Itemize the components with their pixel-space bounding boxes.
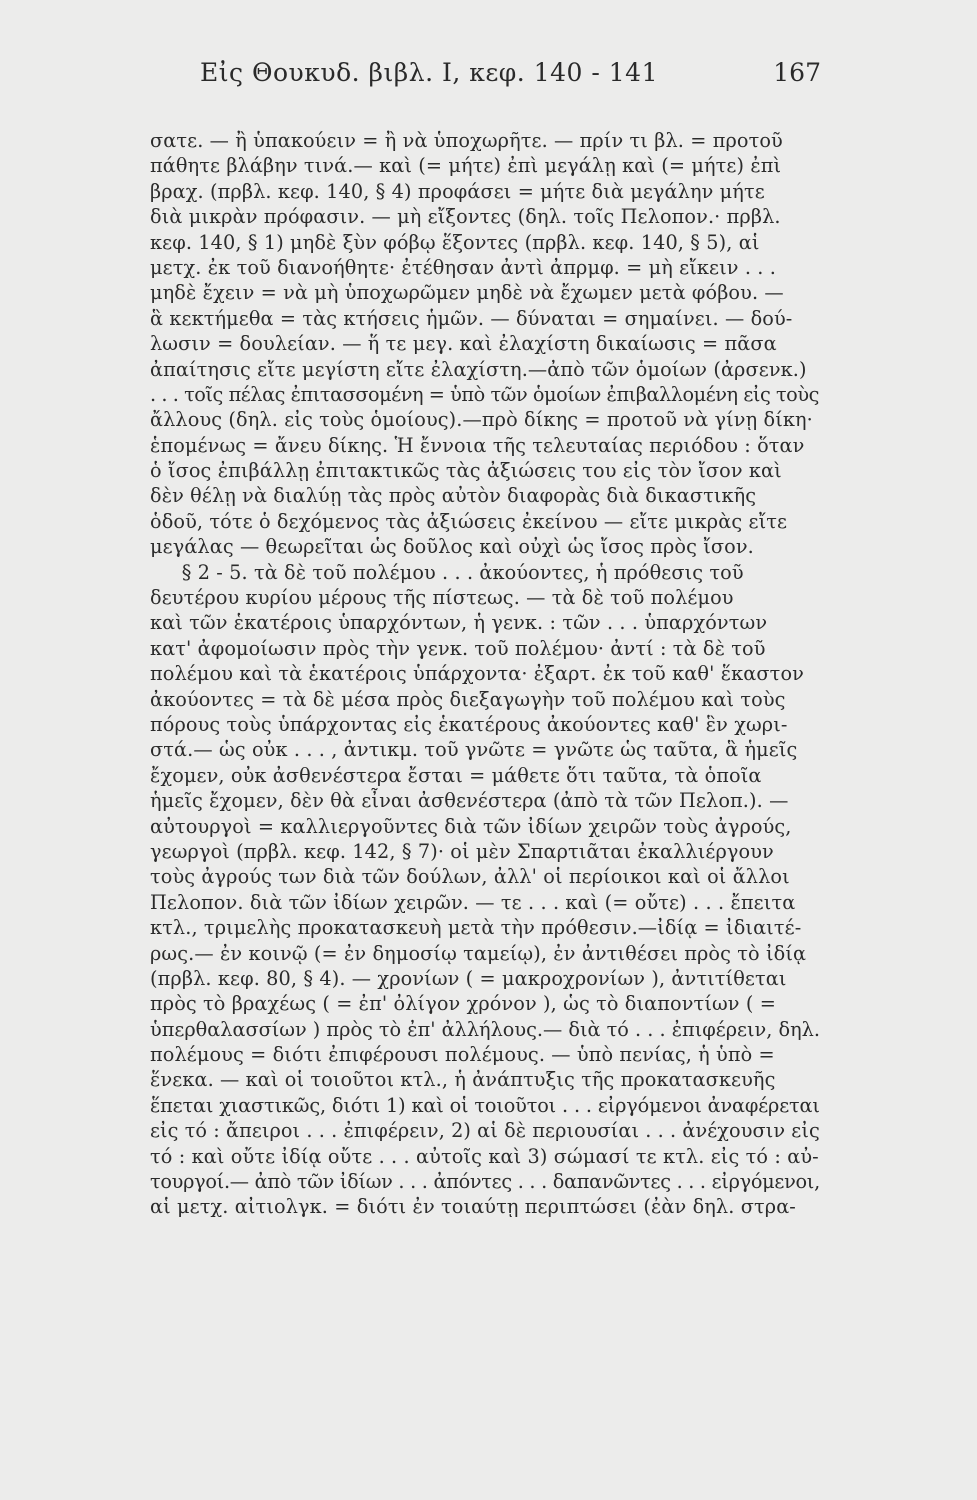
text-line: στά.— ὡς οὐκ . . . , ἀντικμ. τοῦ γνῶτε = γνῶτε ὡς ταῦτα, ἃ ἡμεῖς xyxy=(150,738,798,762)
text-line: πρὸς τὸ βραχέως ( = ἐπ' ὀλίγον χρόνον ), ὡς τὸ διαποντίων ( = xyxy=(150,992,776,1016)
text-line: τουργοί.— ἀπὸ τῶν ἰδίων . . . ἀπόντες . . . δαπανῶντες . . . εἰργόμενοι, xyxy=(150,1170,820,1194)
text-line: ἃ κεκτήμεθα = τὰς κτήσεις ἡμῶν. — δύναται = σημαίνει. — δού- xyxy=(150,306,793,330)
text-line: ὁδοῦ, τότε ὁ δεχόμενος τὰς ἀξιώσεις ἐκείνου — εἴτε μικρὰς εἴτε xyxy=(150,509,788,533)
running-head: Εἰς Θουκυδ. βιβλ. Ι, κεφ. 140 - 141 xyxy=(200,58,658,87)
text-line: ἑπομένως = ἄνευ δίκης. Ἡ ἔννοια τῆς τελευταίας περιόδου : ὅταν xyxy=(150,433,805,457)
text-line: μηδὲ ἔχειν = νὰ μὴ ὑποχωρῶμεν μηδὲ νὰ ἔχωμεν μετὰ φόβου. — xyxy=(150,281,784,305)
text-line: εἰς τό : ἄπειροι . . . ἐπιφέρειν, 2) αἱ δὲ περιουσίαι . . . ἀνέχουσιν εἰς xyxy=(150,1119,820,1143)
text-line: ἔχομεν, οὐκ ἀσθενέστερα ἔσται = μάθετε ὅτι ταῦτα, τὰ ὁποῖα xyxy=(150,763,762,787)
text-line: αὐτουργοὶ = καλλιεργοῦντες διὰ τῶν ἰδίων χειρῶν τοὺς ἀγρούς, xyxy=(150,814,792,838)
text-line: μεγάλας — θεωρεῖται ὡς δοῦλος καὶ οὐχὶ ὡς ἴσος πρὸς ἴσον. xyxy=(150,535,754,559)
text-line: τό : καὶ οὔτε ἰδίᾳ οὔτε . . . αὐτοῖς καὶ 3) σώμασί τε κτλ. εἰς τό : αὐ- xyxy=(150,1144,819,1168)
text-line: ἕπεται χιαστικῶς, διότι 1) καὶ οἱ τοιοῦτοι . . . εἰργόμενοι ἀναφέρεται xyxy=(150,1093,820,1117)
text-line: πολέμους = διότι ἐπιφέρουσι πολέμους. — ὑπὸ πενίας, ἡ ὑπὸ = xyxy=(150,1043,775,1067)
text-line: Πελοπον. διὰ τῶν ἰδίων χειρῶν. — τε . . . καὶ (= οὔτε) . . . ἔπειτα xyxy=(150,890,796,914)
page-header xyxy=(150,58,825,98)
text-line: κτλ., τριμελὴς προκατασκευὴ μετὰ τὴν πρόθεσιν.—ἰδίᾳ = ἰδιαιτέ- xyxy=(150,916,802,940)
text-line: ἀπαίτησις εἴτε μεγίστη εἴτε ἐλαχίστη.—ἀπὸ τῶν ὁμοίων (ἀρσενκ.) xyxy=(150,357,807,381)
text-line: ἄλλους (δηλ. εἰς τοὺς ὁμοίους).—πρὸ δίκης = προτοῦ νὰ γίνῃ δίκη· xyxy=(150,408,813,432)
text-line: πολέμου καὶ τὰ ἑκατέροις ὑπάρχοντα· ἐξαρτ. ἐκ τοῦ καθ' ἕκαστον xyxy=(150,662,804,686)
text-line: κατ' ἀφομοίωσιν πρὸς τὴν γενκ. τοῦ πολέμου· ἀντί : τὰ δὲ τοῦ xyxy=(150,636,766,660)
text-line: ὁ ἴσος ἐπιβάλλῃ ἐπιτακτικῶς τὰς ἀξιώσεις του εἰς τὸν ἴσον καὶ xyxy=(150,459,782,483)
text-line: κεφ. 140, § 1) μηδὲ ξὺν φόβῳ ἕξοντες (πρβλ. κεφ. 140, § 5), αἱ xyxy=(150,230,760,254)
text-line: πάθητε βλάβην τινά.— καὶ (= μήτε) ἐπὶ μεγάλῃ καὶ (= μήτε) ἐπὶ xyxy=(150,154,782,178)
text-line: ἕνεκα. — καὶ οἱ τοιοῦτοι κτλ., ἡ ἀνάπτυξις τῆς προκατασκευῆς xyxy=(150,1068,776,1092)
text-line: πόρους τοὺς ὑπάρχοντας εἰς ἑκατέρους ἀκούοντες καθ' ἓν χωρι- xyxy=(150,712,788,736)
text-line: λωσιν = δουλείαν. — ἥ τε μεγ. καὶ ἐλαχίστη δικαίωσις = πᾶσα xyxy=(150,332,777,356)
text-line: ἡμεῖς ἔχομεν, δὲν θὰ εἶναι ἀσθενέστερα (ἀπὸ τὰ τῶν Πελοπ.). — xyxy=(150,789,789,813)
text-line: βραχ. (πρβλ. κεφ. 140, § 4) προφάσει = μήτε διὰ μεγάλην μήτε xyxy=(150,179,765,203)
text-line: μετχ. ἐκ τοῦ διανοήθητε· ἐτέθησαν ἀντὶ ἀπρμφ. = μὴ εἴκειν . . . xyxy=(150,255,777,279)
text-line: . . . τοῖς πέλας ἐπιτασσομένη = ὑπὸ τῶν ὁμοίων ἐπιβαλλομένη εἰς τοὺς xyxy=(150,382,819,406)
text-line: γεωργοὶ (πρβλ. κεφ. 142, § 7)· οἱ μὲν Σπαρτιᾶται ἐκαλλιέργουν xyxy=(150,839,774,863)
page-number: 167 xyxy=(773,58,821,87)
text-line: διὰ μικρὰν πρόφασιν. — μὴ εἴξοντες (δηλ. τοῖς Πελοπον.· πρβλ. xyxy=(150,205,781,229)
text-line: δευτέρου κυρίου μέρους τῆς πίστεως. — τὰ δὲ τοῦ πολέμου xyxy=(150,586,734,610)
text-line: σατε. — ἢ ὑπακούειν = ἢ νὰ ὑποχωρῆτε. — πρίν τι βλ. = προτοῦ xyxy=(150,129,783,152)
text-line: ἀκούοντες = τὰ δὲ μέσα πρὸς διεξαγωγὴν τοῦ πολέμου καὶ τοὺς xyxy=(150,687,786,711)
text-line: (πρβλ. κεφ. 80, § 4). — χρονίων ( = μακροχρονίων ), ἀντιτίθεται xyxy=(150,966,787,990)
text-line: δὲν θέλῃ νὰ διαλύῃ τὰς πρὸς αὐτὸν διαφορὰς διὰ δικαστικῆς xyxy=(150,484,757,508)
commentary-text xyxy=(150,128,830,1220)
text-line: καὶ τῶν ἑκατέροις ὑπαρχόντων, ἡ γενκ. : τῶν . . . ὑπαρχόντων xyxy=(150,611,768,635)
text-line: § 2 - 5. τὰ δὲ τοῦ πολέμου . . . ἀκούοντες, ἡ πρόθεσις τοῦ xyxy=(181,560,744,584)
text-line: ὑπερθαλασσίων ) πρὸς τὸ ἐπ' ἀλλήλους.— διὰ τό . . . ἐπιφέρειν, δηλ. xyxy=(150,1017,820,1041)
text-line: ρως.— ἐν κοινῷ (= ἐν δημοσίῳ ταμείῳ), ἐν ἀντιθέσει πρὸς τὸ ἰδίᾳ xyxy=(150,941,807,965)
text-line: τοὺς ἀγρούς των διὰ τῶν δούλων, ἀλλ' οἱ περίοικοι καὶ οἱ ἄλλοι xyxy=(150,865,790,889)
text-line: αἱ μετχ. αἰτιολγκ. = διότι ἐν τοιαύτῃ περιπτώσει (ἐὰν δηλ. στρα- xyxy=(150,1195,796,1219)
